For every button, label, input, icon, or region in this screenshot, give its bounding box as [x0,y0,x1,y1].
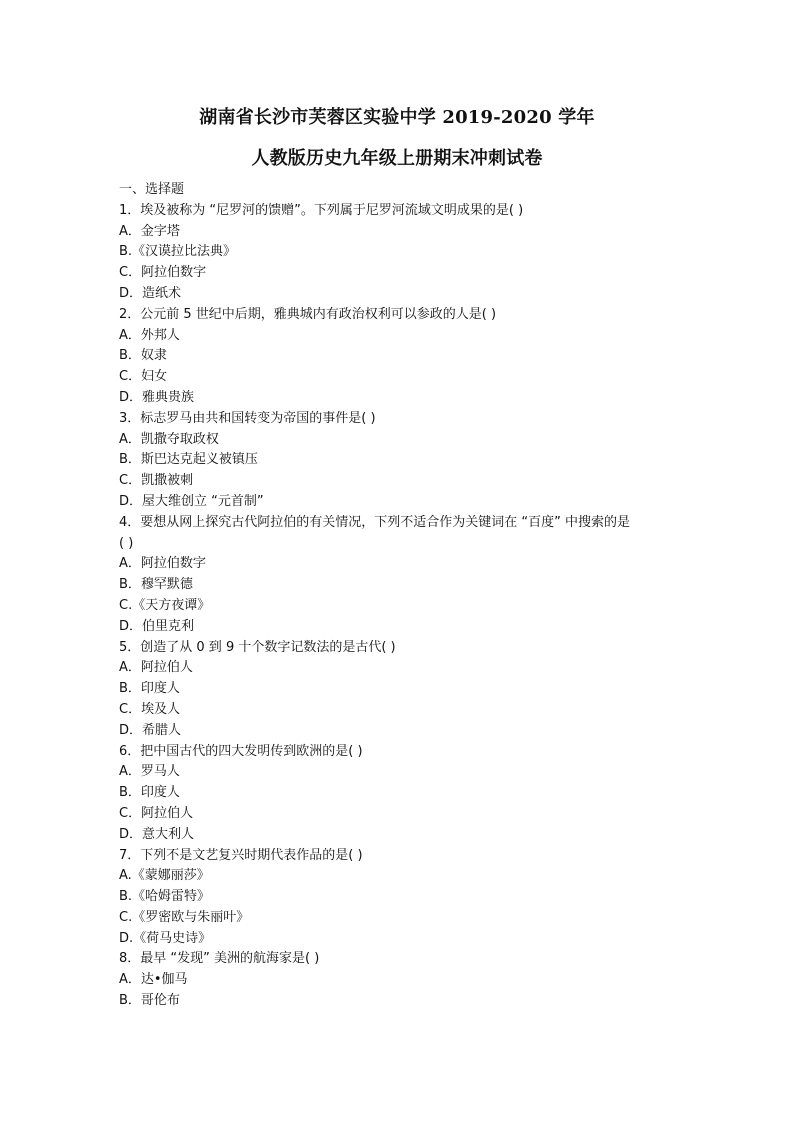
question-5 [119,638,689,742]
question-3-option-c: C．凯撒被刺 [119,473,194,489]
question-6-option-d: D．意大利人 [119,826,195,842]
question-4-option-b: B．穆罕默德 [119,577,193,593]
document-body [119,180,689,1012]
question-4-option-c: C.《天方夜谭》 [119,597,211,613]
question-7 [119,846,689,950]
question-8-option-a: A．达•伽马 [119,972,188,988]
question-3 [119,409,689,513]
question-3-option-d: D．屋大维创立 “元首制” [119,493,264,509]
document-title-line-2: 人教版历史九年级上册期末冲刺试卷 [251,148,543,169]
section-heading: 一、选择题 [119,182,185,197]
question-3-text: 3．标志罗马由共和国转变为帝国的事件是( ) [119,410,376,426]
question-2-option-a: A．外邦人 [119,327,180,343]
question-2-option-d: D．雅典贵族 [119,389,195,405]
question-1-option-b: B.《汉谟拉比法典》 [119,244,237,260]
question-2 [119,305,689,409]
question-2-text: 2．公元前 5 世纪中后期，雅典城内有政治权利可以参政的人是( ) [119,306,497,322]
question-5-text: 5．创造了从 0 到 9 十个数字记数法的是古代( ) [119,639,396,655]
question-1-option-c: C．阿拉伯数字 [119,265,207,281]
question-1-option-a: A．金字塔 [119,223,180,239]
question-1-option-d: D．造纸术 [119,285,182,301]
question-7-option-c: C.《罗密欧与朱丽叶》 [119,909,250,925]
question-4-text-line-1: 4．要想从网上探究古代阿拉伯的有关情况，下列不适合作为关键词在 “百度” 中搜索的是 [119,514,631,530]
question-5-option-a: A．阿拉伯人 [119,660,193,676]
question-2-option-c: C．妇女 [119,369,168,385]
document-title-line-1: 湖南省长沙市芙蓉区实验中学 2019-2020 学年 [199,107,595,128]
question-4-option-a: A．阿拉伯数字 [119,556,206,572]
question-6-option-b: B．印度人 [119,785,180,801]
question-7-text: 7．下列不是文艺复兴时期代表作品的是( ) [119,847,363,863]
question-7-option-d: D.《荷马史诗》 [119,930,212,946]
question-6-option-a: A．罗马人 [119,764,180,780]
question-5-option-b: B．印度人 [119,681,180,697]
question-7-option-a: A.《蒙娜丽莎》 [119,868,210,884]
question-8-option-b: B．哥伦布 [119,993,180,1009]
question-8-text: 8．最早 “发现” 美洲的航海家是( ) [119,951,320,967]
question-6-option-c: C．阿拉伯人 [119,805,194,821]
question-3-option-a: A．凯撒夺取政权 [119,431,219,447]
question-6-text: 6．把中国古代的四大发明传到欧洲的是( ) [119,743,363,759]
question-7-option-b: B.《哈姆雷特》 [119,889,211,905]
question-4-text-line-2: ( ) [119,535,134,551]
question-5-option-c: C．埃及人 [119,701,181,717]
question-1 [119,201,689,305]
question-6 [119,742,689,846]
question-4-option-d: D．伯里克利 [119,618,195,634]
question-5-option-d: D．希腊人 [119,722,182,738]
question-2-option-b: B．奴隶 [119,348,167,364]
question-4 [119,513,689,638]
question-3-option-b: B．斯巴达克起义被镇压 [119,452,258,468]
question-1-text: 1．埃及被称为 “尼罗河的馈赠”。下列属于尼罗河流域文明成果的是( ) [119,202,524,218]
question-8 [119,949,689,1011]
